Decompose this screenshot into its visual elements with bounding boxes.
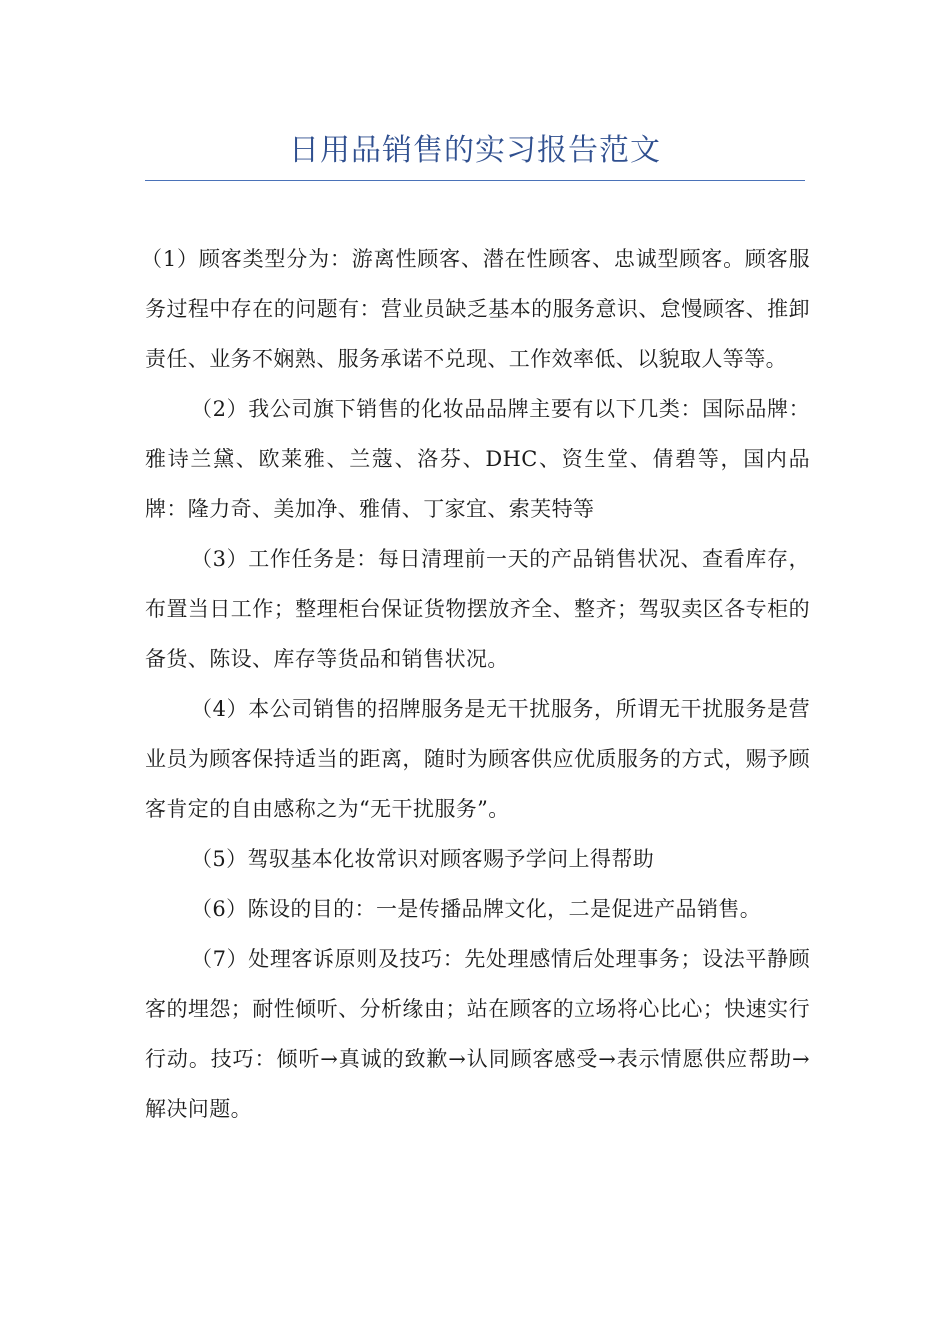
title-underline [145,180,805,181]
paragraph-5: （5）驾驭基本化妆常识对顾客赐予学问上得帮助 [191,847,655,871]
paragraph-6: （6）陈设的目的：一是传播品牌文化，二是促进产品销售。 [191,897,762,921]
document-body [141,234,810,1134]
paragraph-7: （7）处理客诉原则及技巧：先处理感情后处理事务；设法平静顾客的埋怨；耐性倾听、分析缘由；站在顾客的立场将心比心；快速实行行动。技巧：倾听→真诚的致歉→认同顾客感受→表示情愿供应帮助→解决问题。 [145,947,810,1121]
document-title: 日用品销售的实习报告范文 [289,133,661,168]
paragraph-2: （2）我公司旗下销售的化妆品品牌主要有以下几类：国际品牌：雅诗兰黛、欧莱雅、兰蔻、洛芬、DHC、资生堂、倩碧等，国内品牌：隆力奇、美加净、雅倩、丁家宜、索芙特等 [145,397,810,521]
paragraph-4: （4）本公司销售的招牌服务是无干扰服务，所谓无干扰服务是营业员为顾客保持适当的距离，随时为顾客供应优质服务的方式，赐予顾客肯定的自由感称之为“无干扰服务”。 [145,697,810,821]
paragraph-3: （3）工作任务是：每日清理前一天的产品销售状况、查看库存，布置当日工作；整理柜台保证货物摆放齐全、整齐；驾驭卖区各专柜的备货、陈设、库存等货品和销售状况。 [145,547,810,671]
paragraph-1: （1）顾客类型分为：游离性顾客、潜在性顾客、忠诚型顾客。顾客服务过程中存在的问题有：营业员缺乏基本的服务意识、怠慢顾客、推卸责任、业务不娴熟、服务承诺不兑现、工作效率低、以貌取人等等。 [141,247,810,371]
